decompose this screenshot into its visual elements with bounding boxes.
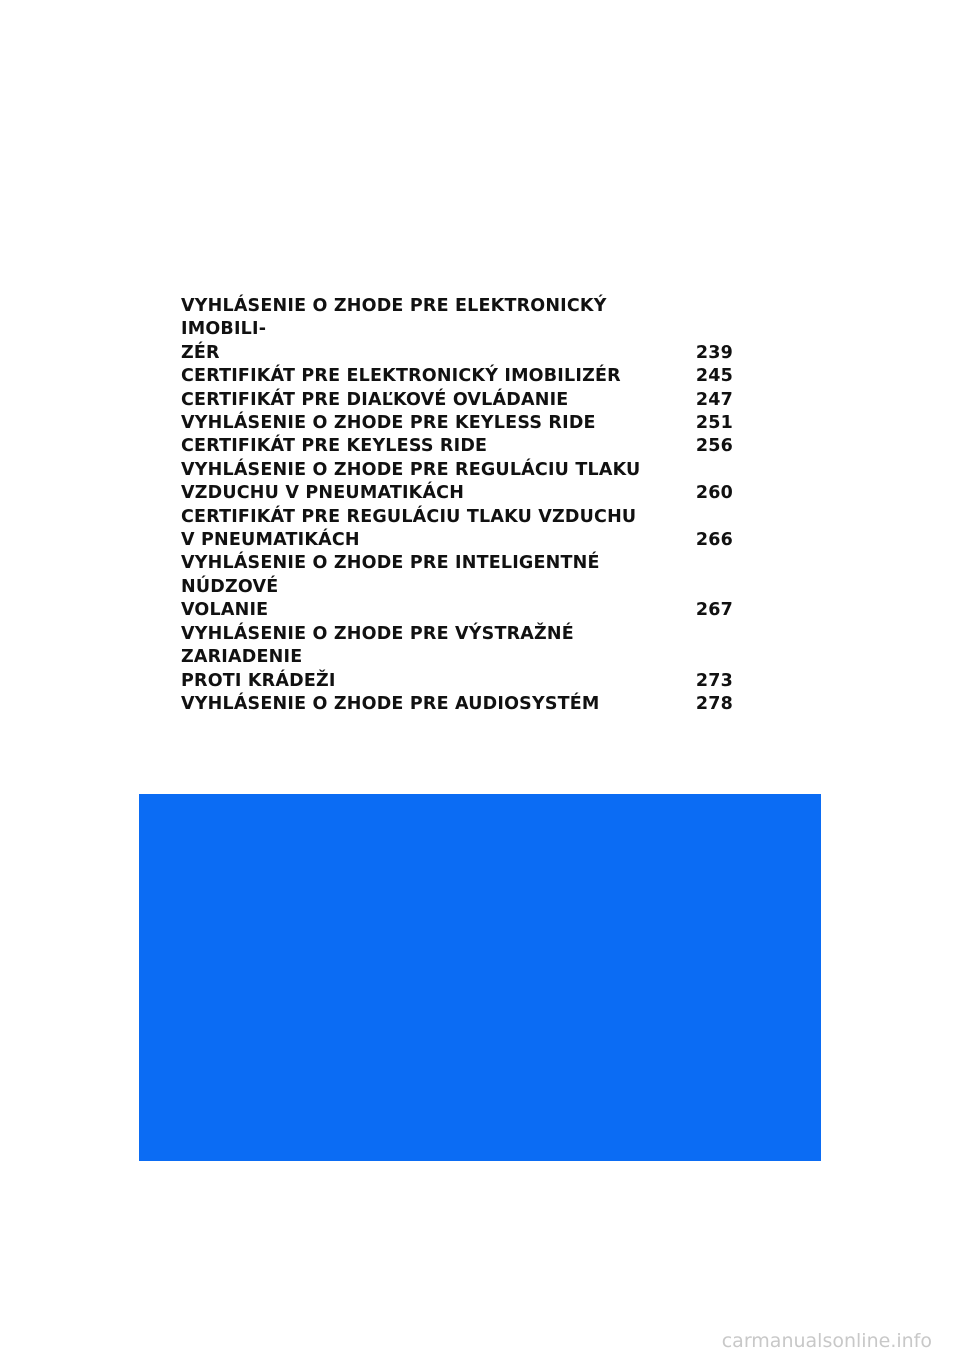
toc-entry-page: 266 [695, 530, 733, 551]
table-of-contents [181, 295, 733, 716]
toc-entry[interactable] [181, 435, 733, 458]
toc-entry[interactable] [181, 412, 733, 435]
toc-entry-title: CERTIFIKÁT PRE DIAĽKOVÉ OVLÁDANIE [181, 389, 569, 410]
toc-entry-page: 245 [695, 366, 733, 387]
toc-entry[interactable] [181, 295, 733, 365]
toc-entry[interactable] [181, 552, 733, 622]
toc-entry-page: 251 [695, 413, 733, 434]
toc-entry-page: 260 [695, 483, 733, 504]
toc-entry-title: VYHLÁSENIE O ZHODE PRE INTELIGENTNÉ NÚDZOVÉ VOLANIE [181, 553, 600, 621]
toc-entry-page: 256 [695, 436, 733, 457]
toc-entry-title: VYHLÁSENIE O ZHODE PRE REGULÁCIU TLAKU VZDUCHU V PNEUMATIKÁCH [181, 459, 641, 504]
toc-entry-page: 247 [695, 389, 733, 410]
toc-entry-title: CERTIFIKÁT PRE REGULÁCIU TLAKU VZDUCHU V PNEUMATIKÁCH [181, 506, 637, 551]
toc-entry-page: 273 [695, 670, 733, 691]
watermark: carmanualsonline.info [721, 1330, 932, 1352]
toc-entry-title: VYHLÁSENIE O ZHODE PRE KEYLESS RIDE [181, 413, 596, 434]
toc-entry[interactable] [181, 693, 733, 716]
toc-entry-page: 239 [695, 342, 733, 363]
blue-cover-panel [139, 794, 821, 1161]
toc-entry-title: VYHLÁSENIE O ZHODE PRE VÝSTRAŽNÉ ZARIADENIE PROTI KRÁDEŽI [181, 623, 574, 691]
toc-entry[interactable] [181, 365, 733, 388]
toc-entry-title: VYHLÁSENIE O ZHODE PRE AUDIOSYSTÉM [181, 693, 600, 714]
toc-entry-title: CERTIFIKÁT PRE ELEKTRONICKÝ IMOBILIZÉR [181, 366, 621, 387]
toc-entry[interactable] [181, 623, 733, 693]
toc-entry[interactable] [181, 389, 733, 412]
toc-entry-title: CERTIFIKÁT PRE KEYLESS RIDE [181, 436, 488, 457]
toc-entry-page: 278 [695, 693, 733, 714]
toc-entry[interactable] [181, 506, 733, 553]
toc-entry[interactable] [181, 459, 733, 506]
toc-entry-title: VYHLÁSENIE O ZHODE PRE ELEKTRONICKÝ IMOBILI- ZÉR [181, 296, 607, 363]
toc-entry-page: 267 [695, 600, 733, 621]
